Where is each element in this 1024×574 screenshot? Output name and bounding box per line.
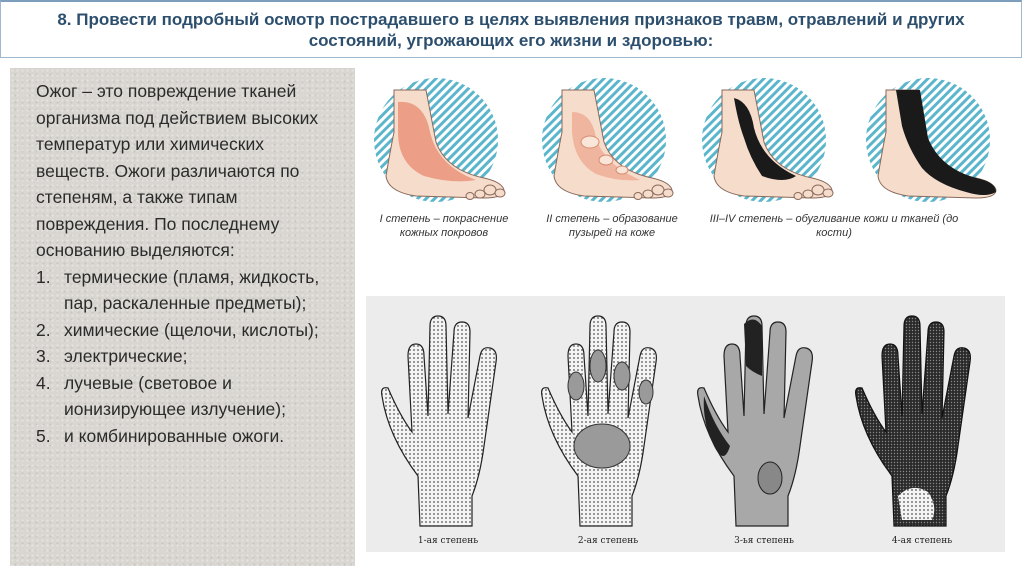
- list-item: [36, 423, 341, 450]
- list-item-text: термические (пламя, жидкость, пар, раскаленные предметы);: [64, 266, 320, 313]
- foot-redness-illustration: [364, 72, 524, 207]
- degree-3-4-caption: III–IV степень – обугливание кожи и тканей (до кости): [709, 213, 959, 239]
- list-item-number: 1.: [36, 266, 51, 287]
- list-item-number: 5.: [36, 425, 51, 446]
- burn-definition: Ожог – это повреждение тканей организма под действием высоких температур или химических веществ. Ожоги различаются по степеням, а также типам повреждения. По последнему основанию выделяются:: [36, 81, 319, 260]
- burn-degrees-hands-figure: [366, 296, 1005, 552]
- slide-title: 8. Провести подробный осмотр пострадавшего в целях выявления признаков травм, отравлений и других состояний, угрожающих его жизни и здоровью:: [57, 9, 965, 50]
- burn-text-panel: [10, 68, 355, 566]
- list-item-number: 2.: [36, 319, 51, 340]
- list-item-text: химические (щелочи, кислоты);: [64, 319, 319, 340]
- hand-3-illustration: [684, 296, 844, 532]
- degree-2-caption: II степень – образование пузырей на коже: [546, 213, 678, 239]
- hand-degree-3: [684, 296, 844, 552]
- hand-1-illustration: [368, 296, 528, 532]
- foot-charring-illustration: [692, 72, 852, 207]
- hand-degree-1: [368, 296, 528, 552]
- hand-1-caption: 1-ая степень: [417, 536, 479, 546]
- list-item: [36, 317, 341, 344]
- degree-4-cell: [856, 72, 1016, 272]
- list-item-number: 4.: [36, 372, 51, 393]
- degree-1-caption: I степень – покраснение кожных покровов: [379, 213, 509, 239]
- hand-2-caption: 2-ая степень: [577, 536, 639, 546]
- foot-deep-charring-illustration: [856, 72, 1016, 207]
- hand-2-illustration: [528, 296, 688, 532]
- list-item-text: и комбинированные ожоги.: [64, 425, 285, 446]
- list-item-text: электрические;: [64, 346, 188, 366]
- list-item: [36, 264, 341, 317]
- hand-degree-2: [528, 296, 688, 552]
- hand-3-caption: 3-ья степень: [734, 536, 794, 546]
- list-item-text: лучевые (световое и ионизирующее излучение);: [64, 372, 286, 419]
- list-item-number: 3.: [36, 346, 51, 366]
- list-item: [36, 370, 341, 423]
- burn-types-list: [36, 264, 341, 450]
- burn-degrees-feet-figure: [364, 72, 976, 272]
- degree-3-cell: [692, 72, 852, 272]
- hand-degree-4: [842, 296, 1002, 552]
- degree-2-cell: [532, 72, 692, 272]
- degree-1-cell: [364, 72, 524, 272]
- hand-4-illustration: [842, 296, 1002, 532]
- hand-4-caption: 4-ая степень: [891, 536, 953, 546]
- list-item: [36, 343, 341, 370]
- foot-blisters-illustration: [532, 72, 692, 207]
- slide-header: [0, 0, 1022, 58]
